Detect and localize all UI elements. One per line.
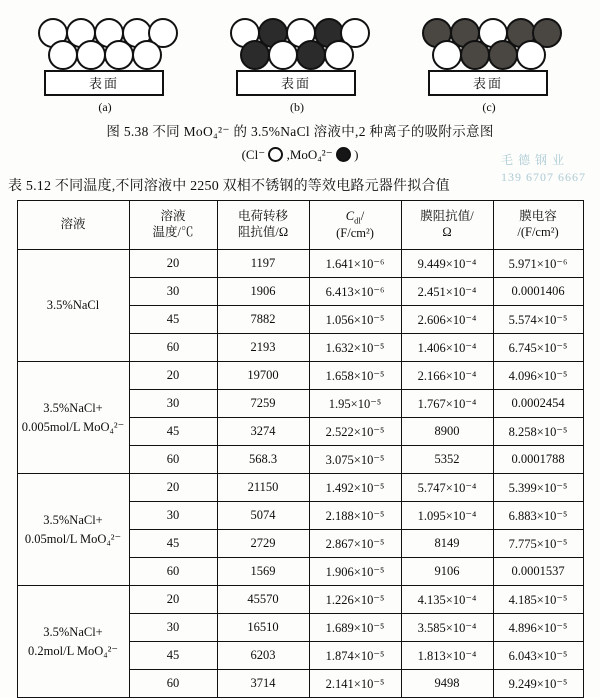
cell-cf: 4.896×10⁻⁵ — [493, 614, 583, 642]
data-table — [17, 200, 584, 698]
cell-rf: 9106 — [401, 558, 493, 586]
cell-cdl: 1.874×10⁻⁵ — [309, 642, 401, 670]
cell-temperature: 30 — [129, 502, 217, 530]
figure-caption: 图 5.38 不同 MoO₄²⁻ 的 3.5%NaCl 溶液中,2 种离子的吸附示意图 — [106, 124, 494, 139]
ion-ball-white — [48, 40, 78, 70]
column-header-film-capacitance — [493, 201, 583, 250]
cell-cf: 7.775×10⁻⁵ — [493, 530, 583, 558]
cell-cf: 5.399×10⁻⁵ — [493, 474, 583, 502]
column-header-cdl — [309, 201, 401, 250]
header-text: 膜阻抗值/ — [420, 209, 474, 224]
solution-line-1: 3.5%NaCl+ — [43, 400, 103, 415]
cell-rf: 9498 — [401, 670, 493, 698]
cell-rct: 1197 — [217, 250, 309, 278]
cell-rct: 5074 — [217, 502, 309, 530]
solution-line-2: 0.05mol/L MoO₄²⁻ — [24, 531, 122, 546]
watermark-line-1: 毛 德 钢 业 — [501, 153, 566, 167]
column-header-temperature — [129, 201, 217, 250]
cell-cdl: 1.906×10⁻⁵ — [309, 558, 401, 586]
solution-cell — [17, 250, 129, 362]
header-text: 溶液 — [60, 217, 86, 232]
cell-temperature: 45 — [129, 306, 217, 334]
cell-temperature: 45 — [129, 418, 217, 446]
column-header-film-resistance — [401, 201, 493, 250]
cell-temperature: 60 — [129, 558, 217, 586]
cell-rf: 3.585×10⁻⁴ — [401, 614, 493, 642]
cell-rf: 4.135×10⁻⁴ — [401, 586, 493, 614]
cell-rct: 7259 — [217, 390, 309, 418]
cell-cf: 6.043×10⁻⁵ — [493, 642, 583, 670]
ball-row-a — [30, 14, 180, 70]
header-text: (F/cm²) — [336, 225, 374, 240]
cell-cdl: 1.658×10⁻⁵ — [309, 362, 401, 390]
header-sub: dl — [354, 215, 361, 226]
cell-cdl: 1.492×10⁻⁵ — [309, 474, 401, 502]
header-text: 溶液 — [160, 209, 186, 224]
cell-cdl: 2.188×10⁻⁵ — [309, 502, 401, 530]
cell-rct: 16510 — [217, 614, 309, 642]
cell-temperature: 20 — [129, 250, 217, 278]
figure-panel-a — [30, 14, 180, 114]
cell-cf: 6.745×10⁻⁵ — [493, 334, 583, 362]
cell-cdl: 1.226×10⁻⁵ — [309, 586, 401, 614]
cell-rf: 5.747×10⁻⁴ — [401, 474, 493, 502]
cell-rf: 1.767×10⁻⁴ — [401, 390, 493, 418]
ion-ball-white — [432, 40, 462, 70]
solution-cell — [17, 362, 129, 474]
legend-molybdate-icon — [336, 147, 351, 162]
cell-temperature: 20 — [129, 586, 217, 614]
surface-label-b: 表面 — [236, 70, 356, 96]
cell-cf: 0.0001406 — [493, 278, 583, 306]
cell-cf: 0.0001788 — [493, 446, 583, 474]
column-header-charge-transfer-resistance — [217, 201, 309, 250]
cell-temperature: 60 — [129, 446, 217, 474]
cell-cf: 4.096×10⁻⁵ — [493, 362, 583, 390]
cell-rf: 2.606×10⁻⁴ — [401, 306, 493, 334]
figure-panel-label-b: (b) — [290, 100, 304, 114]
cell-rct: 1906 — [217, 278, 309, 306]
figure-panel-b — [222, 14, 372, 114]
cell-cdl: 1.689×10⁻⁵ — [309, 614, 401, 642]
ion-ball-white — [76, 40, 106, 70]
legend-chloride-icon — [268, 147, 283, 162]
cell-temperature: 20 — [129, 474, 217, 502]
cell-temperature: 30 — [129, 390, 217, 418]
ion-ball-grey — [488, 40, 518, 70]
cell-cf: 5.971×10⁻⁶ — [493, 250, 583, 278]
ion-ball-white — [516, 40, 546, 70]
cell-rct: 7882 — [217, 306, 309, 334]
cell-rct: 6203 — [217, 642, 309, 670]
document-page — [0, 6, 600, 691]
ion-ball-grey — [460, 40, 490, 70]
cell-temperature: 45 — [129, 642, 217, 670]
figure-panel-c — [414, 14, 564, 114]
ion-ball-dark — [296, 40, 326, 70]
ball-row-b — [222, 14, 372, 70]
cell-cdl: 2.522×10⁻⁵ — [309, 418, 401, 446]
column-header-solution — [17, 201, 129, 250]
cell-temperature: 20 — [129, 362, 217, 390]
cell-cf: 0.0002454 — [493, 390, 583, 418]
header-text: C — [345, 208, 355, 223]
cell-cf: 5.574×10⁻⁵ — [493, 306, 583, 334]
table-caption: 表 5.12 不同温度,不同溶液中 2250 双相不锈钢的等效电路元器件拟合值 — [8, 179, 450, 194]
cell-rf: 8900 — [401, 418, 493, 446]
cell-cf: 0.0001537 — [493, 558, 583, 586]
ball-row-c — [414, 14, 564, 70]
cell-cdl: 6.413×10⁻⁶ — [309, 278, 401, 306]
figure-panel-label-a: (a) — [98, 100, 112, 114]
solution-line-1: 3.5%NaCl+ — [43, 512, 103, 527]
legend-text-mid: ,MoO₄²⁻ — [286, 147, 333, 162]
ion-ball-white — [324, 40, 354, 70]
table-header-row — [17, 201, 583, 250]
table-row — [17, 250, 583, 278]
header-text: 电荷转移 — [237, 209, 288, 224]
cell-rct: 3714 — [217, 670, 309, 698]
cell-cdl: 2.867×10⁻⁵ — [309, 530, 401, 558]
cell-rct: 3274 — [217, 418, 309, 446]
cell-temperature: 60 — [129, 670, 217, 698]
surface-label-c: 表面 — [428, 70, 548, 96]
cell-temperature: 30 — [129, 278, 217, 306]
ion-ball-white — [132, 40, 162, 70]
header-text: 温度/℃ — [152, 225, 194, 239]
figure-panel-label-c: (c) — [482, 100, 496, 114]
cell-temperature: 45 — [129, 530, 217, 558]
cell-cdl: 2.141×10⁻⁵ — [309, 670, 401, 698]
ion-ball-dark — [240, 40, 270, 70]
ion-ball-white — [104, 40, 134, 70]
header-text: /(F/cm²) — [517, 225, 559, 239]
cell-rf: 1.813×10⁻⁴ — [401, 642, 493, 670]
cell-rct: 2729 — [217, 530, 309, 558]
solution-cell — [17, 586, 129, 698]
cell-cf: 8.258×10⁻⁵ — [493, 418, 583, 446]
cell-rct: 45570 — [217, 586, 309, 614]
table-row — [17, 362, 583, 390]
cell-rf: 9.449×10⁻⁴ — [401, 250, 493, 278]
cell-rf: 2.166×10⁻⁴ — [401, 362, 493, 390]
cell-cdl: 1.641×10⁻⁶ — [309, 250, 401, 278]
surface-label-a: 表面 — [44, 70, 164, 96]
header-text: 阻抗值/Ω — [237, 225, 289, 239]
cell-cf: 4.185×10⁻⁵ — [493, 586, 583, 614]
cell-cdl: 3.075×10⁻⁵ — [309, 446, 401, 474]
cell-cf: 6.883×10⁻⁵ — [493, 502, 583, 530]
header-text: Ω — [442, 225, 452, 239]
solution-line-1: 3.5%NaCl+ — [43, 624, 103, 639]
table-head — [17, 201, 583, 250]
cell-cdl: 1.056×10⁻⁵ — [309, 306, 401, 334]
ion-ball-white — [268, 40, 298, 70]
table-body — [17, 250, 583, 698]
solution-line-2: 0.005mol/L MoO₄²⁻ — [21, 419, 125, 434]
header-text: / — [360, 208, 365, 223]
solution-cell — [17, 474, 129, 586]
watermark — [501, 152, 586, 187]
cell-rf: 2.451×10⁻⁴ — [401, 278, 493, 306]
cell-rf: 5352 — [401, 446, 493, 474]
table-row — [17, 586, 583, 614]
cell-rf: 8149 — [401, 530, 493, 558]
cell-temperature: 30 — [129, 614, 217, 642]
cell-rct: 2193 — [217, 334, 309, 362]
cell-rct: 1569 — [217, 558, 309, 586]
figure-5-38 — [0, 6, 600, 116]
legend-text-left: (Cl⁻ — [241, 147, 266, 162]
header-text: 膜电容 — [519, 209, 557, 224]
solution-line-1: 3.5%NaCl — [46, 298, 100, 313]
cell-cf: 9.249×10⁻⁵ — [493, 670, 583, 698]
cell-cdl: 1.95×10⁻⁵ — [309, 390, 401, 418]
table-row — [17, 474, 583, 502]
cell-rct: 19700 — [217, 362, 309, 390]
cell-rct: 568.3 — [217, 446, 309, 474]
solution-line-2: 0.2mol/L MoO₄²⁻ — [28, 643, 118, 658]
cell-cdl: 1.632×10⁻⁵ — [309, 334, 401, 362]
legend-text-right: ) — [354, 147, 359, 162]
cell-temperature: 60 — [129, 334, 217, 362]
watermark-line-2: 139 6707 6667 — [501, 170, 586, 185]
cell-rct: 21150 — [217, 474, 309, 502]
cell-rf: 1.095×10⁻⁴ — [401, 502, 493, 530]
cell-rf: 1.406×10⁻⁴ — [401, 334, 493, 362]
